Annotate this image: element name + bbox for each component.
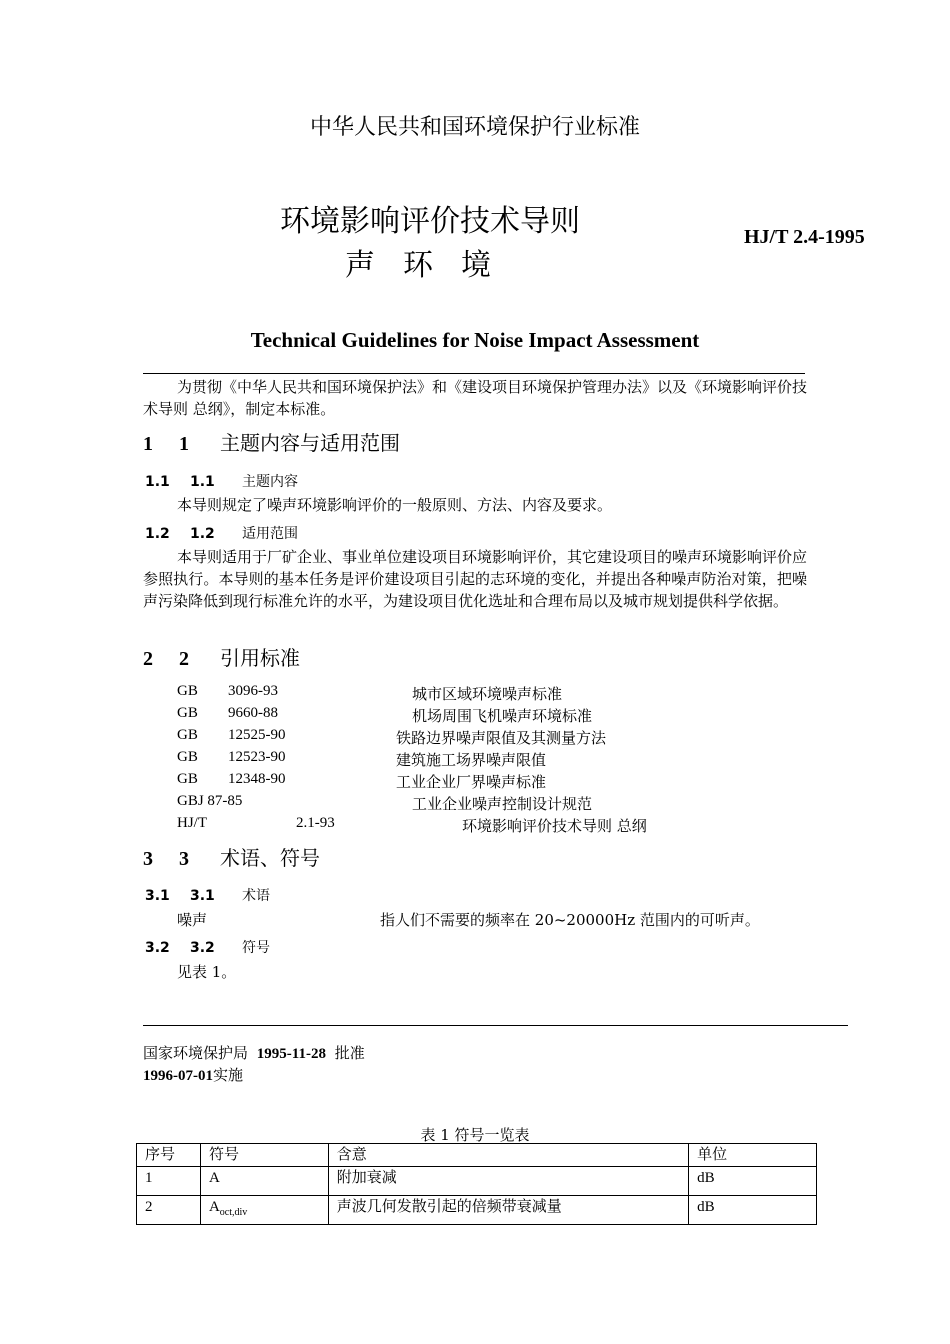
subsection-3-1-heading bbox=[145, 885, 270, 905]
section-title: 主题内容与适用范围 bbox=[220, 431, 400, 455]
ref-2-number: 12525-90 bbox=[228, 727, 286, 743]
section-number: 3 bbox=[143, 848, 153, 870]
symbol-main: A bbox=[208, 1199, 220, 1215]
ref-5-name: 工业企业噪声控制设计规范 bbox=[412, 795, 593, 813]
footer-divider bbox=[143, 1025, 848, 1026]
symbol-main: A bbox=[208, 1170, 220, 1186]
subsection-number: 3.2 bbox=[145, 940, 170, 956]
cell-symbol bbox=[200, 1196, 328, 1225]
subsection-1-1-text: 本导则规定了噪声环境影响评价的一般原则、方法、内容及要求。 bbox=[177, 496, 613, 514]
doc-title-line1: 环境影响评价技术导则 bbox=[280, 204, 580, 239]
section-number-repeat: 1 bbox=[179, 433, 189, 455]
header-cell-unit: 单位 bbox=[689, 1144, 817, 1167]
ref-4-name: 工业企业厂界噪声标准 bbox=[396, 773, 547, 791]
ref-2-prefix: GB bbox=[177, 727, 198, 743]
section-title: 引用标准 bbox=[220, 646, 300, 670]
see-table-note: 见表 1。 bbox=[177, 963, 237, 981]
ref-5-prefix: GBJ 87-85 bbox=[177, 793, 243, 809]
subsection-number: 1.2 bbox=[145, 526, 170, 542]
effective-date: 1996-07-01 bbox=[143, 1068, 213, 1084]
approve-date: 1995-11-28 bbox=[256, 1046, 326, 1062]
cell-unit: dB bbox=[689, 1196, 817, 1225]
table-caption: 表 1 符号一览表 bbox=[420, 1126, 530, 1144]
approval-line bbox=[143, 1042, 365, 1063]
symbol-table bbox=[136, 1143, 817, 1225]
table-row bbox=[137, 1196, 817, 1225]
subsection-1-2-heading bbox=[145, 523, 298, 543]
effective-label: 实施 bbox=[213, 1066, 244, 1084]
term-definition: 指人们不需要的频率在 20~20000Hz 范围内的可听声。 bbox=[380, 911, 760, 929]
ref-6-name: 环境影响评价技术导则 总纲 bbox=[462, 817, 647, 835]
ref-6-number: 2.1-93 bbox=[296, 815, 335, 831]
table-row bbox=[137, 1167, 817, 1196]
cell-symbol bbox=[200, 1167, 328, 1196]
section-3-heading bbox=[143, 842, 320, 871]
subsection-number: 1.1 bbox=[145, 474, 170, 490]
section-2-heading bbox=[143, 642, 300, 671]
section-number: 1 bbox=[143, 433, 153, 455]
ref-2-name: 铁路边界噪声限值及其测量方法 bbox=[396, 729, 607, 747]
ref-4-number: 12348-90 bbox=[228, 771, 286, 787]
subsection-number-repeat: 3.1 bbox=[190, 888, 215, 904]
ref-3-name: 建筑施工场界噪声限值 bbox=[396, 751, 547, 769]
ref-4-prefix: GB bbox=[177, 771, 198, 787]
issuer: 国家环境保护局 bbox=[143, 1044, 249, 1062]
subsection-number-repeat: 3.2 bbox=[190, 940, 215, 956]
section-number-repeat: 2 bbox=[179, 648, 189, 670]
section-number-repeat: 3 bbox=[179, 848, 189, 870]
table-header-row bbox=[137, 1144, 817, 1167]
cell-no: 1 bbox=[137, 1167, 201, 1196]
approve-label: 批准 bbox=[334, 1044, 365, 1062]
symbol-subscript: oct,div bbox=[219, 1207, 248, 1218]
section-number: 2 bbox=[143, 648, 153, 670]
cell-meaning: 附加衰减 bbox=[328, 1167, 688, 1196]
header-cell-symbol: 符号 bbox=[200, 1144, 328, 1167]
subsection-1-1-heading bbox=[145, 471, 298, 491]
ref-0-name: 城市区域环境噪声标准 bbox=[412, 685, 563, 703]
ref-1-number: 9660-88 bbox=[228, 705, 278, 721]
term-name: 噪声 bbox=[177, 911, 208, 929]
english-title: Technical Guidelines for Noise Impact Assessment bbox=[250, 328, 700, 352]
ref-0-number: 3096-93 bbox=[228, 683, 278, 699]
section-1-heading bbox=[143, 427, 400, 456]
header-cell-no: 序号 bbox=[137, 1144, 201, 1167]
ministry-header: 中华人民共和国环境保护行业标准 bbox=[309, 115, 640, 140]
ref-3-prefix: GB bbox=[177, 749, 198, 765]
header-cell-meaning: 含意 bbox=[328, 1144, 688, 1167]
header-divider bbox=[143, 373, 805, 374]
subsection-3-2-heading bbox=[145, 937, 270, 957]
subsection-title: 符号 bbox=[242, 940, 270, 956]
doc-title-line2: 声环境 bbox=[345, 248, 519, 283]
subsection-1-2-text: 本导则适用于厂矿企业、事业单位建设项目环境影响评价，其它建设项目的噪声环境影响评价应参照执行。本导则的基本任务是评价建设项目引起的志环境的变化，并提出各种噪声防治对策，把噪声污染降低到现行标准允许的水平，为建设项目优化选址和合理布局以及城市规划提供科学依据。 bbox=[143, 548, 808, 610]
standard-code: HJ/T 2.4-1995 bbox=[744, 226, 865, 248]
effective-line bbox=[143, 1064, 243, 1085]
ref-1-prefix: GB bbox=[177, 705, 198, 721]
cell-no: 2 bbox=[137, 1196, 201, 1225]
subsection-title: 适用范围 bbox=[242, 526, 298, 542]
intro-paragraph: 为贯彻《中华人民共和国环境保护法》和《建设项目环境保护管理办法》以及《环境影响评价技术导则 总纲》，制定本标准。 bbox=[143, 378, 808, 418]
subsection-title: 术语 bbox=[242, 888, 270, 904]
subsection-number-repeat: 1.1 bbox=[190, 474, 215, 490]
cell-unit: dB bbox=[689, 1167, 817, 1196]
ref-6-prefix: HJ/T bbox=[177, 815, 207, 831]
ref-3-number: 12523-90 bbox=[228, 749, 286, 765]
ref-1-name: 机场周围飞机噪声环境标准 bbox=[412, 707, 593, 725]
subsection-title: 主题内容 bbox=[242, 474, 298, 490]
cell-meaning: 声波几何发散引起的倍频带衰减量 bbox=[328, 1196, 688, 1225]
section-title: 术语、符号 bbox=[220, 846, 320, 870]
subsection-number: 3.1 bbox=[145, 888, 170, 904]
subsection-number-repeat: 1.2 bbox=[190, 526, 215, 542]
ref-0-prefix: GB bbox=[177, 683, 198, 699]
